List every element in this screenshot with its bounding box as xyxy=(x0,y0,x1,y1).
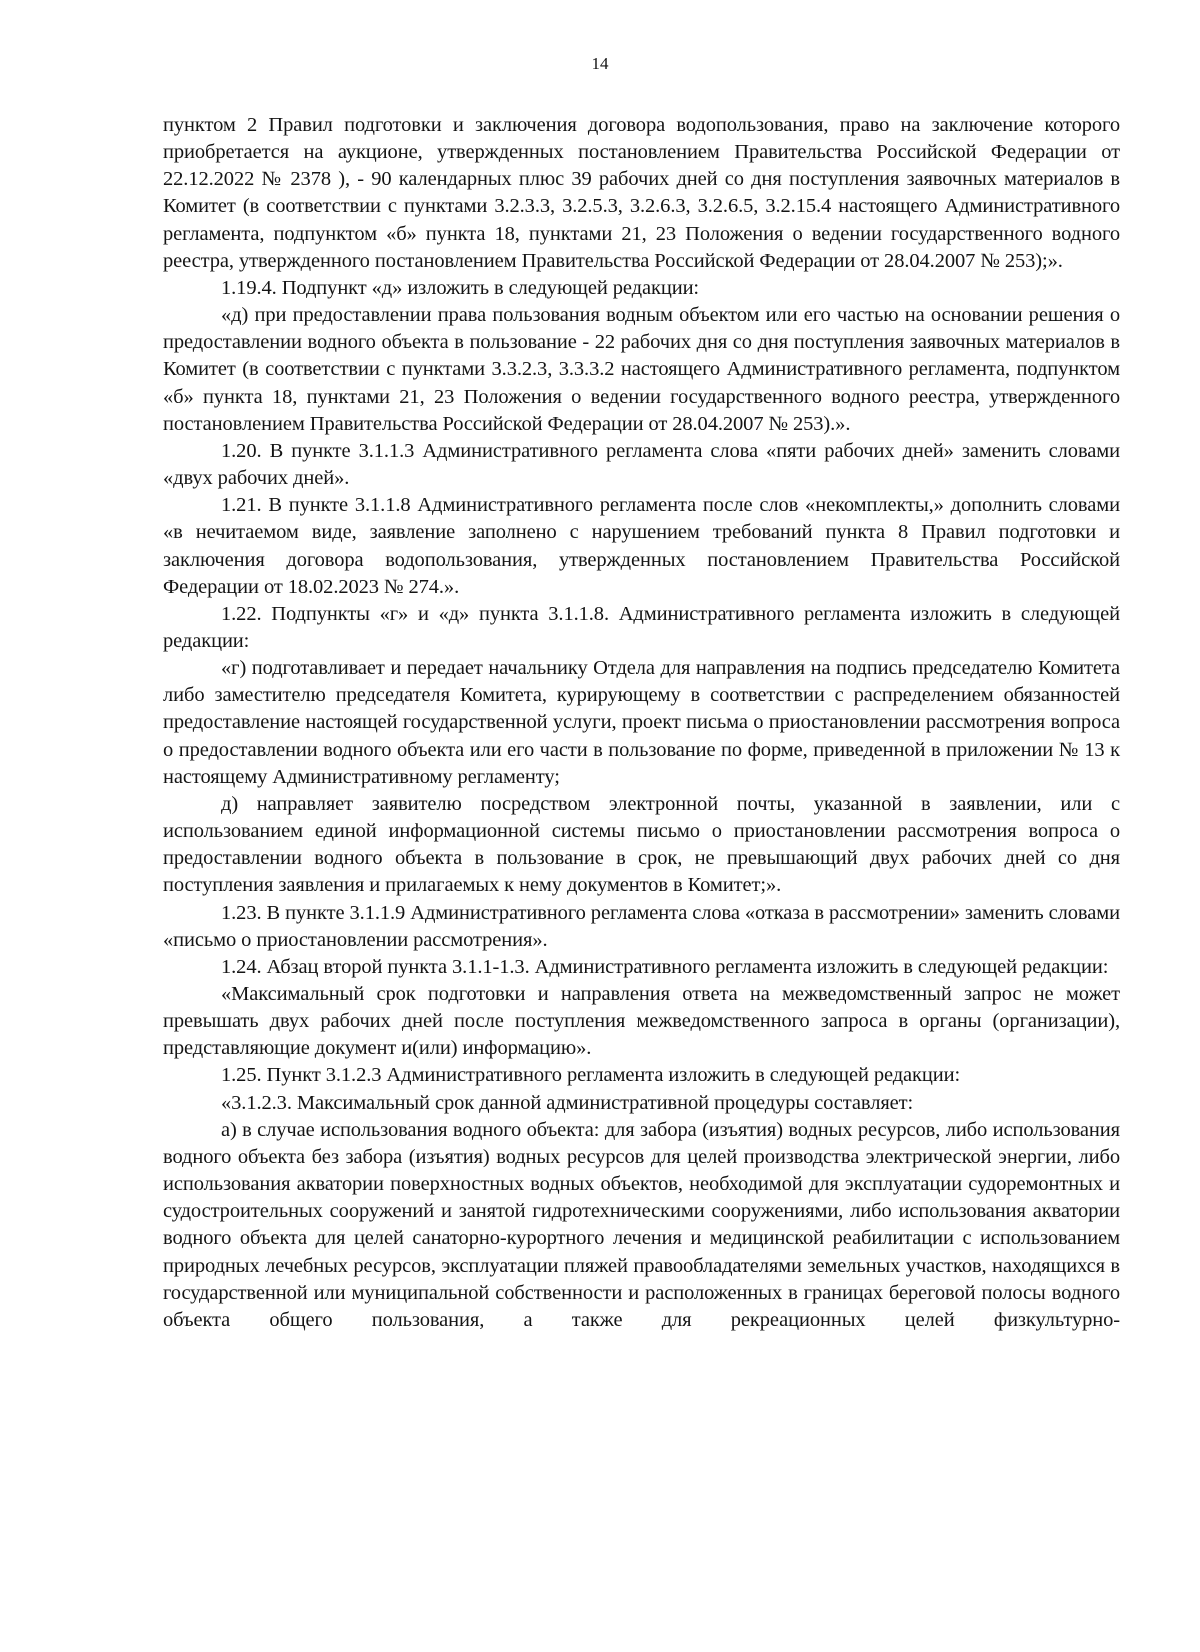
paragraph-3: «д) при предоставлении права пользования водным объектом или его частью на основании решения о предоставлении водного объекта в пользование - 22 рабочих дня со дня поступления заявочных материалов в Комитет (в соответствии с пунктами 3.3.2.3, 3.3.3.2 настоящего Административного регламента, подпунктом «б» пункта 18, пунктами 21, 23 Положения о ведении государственного водного реестра, утвержденного постановлением Правительства Российской Федерации от 28.04.2007 № 253).». xyxy=(163,304,1120,435)
paragraph-10: 1.24. Абзац второй пункта 3.1.1-1.3. Административного регламента изложить в следующей редакции: xyxy=(221,955,1109,978)
page-number: 14 xyxy=(591,54,609,73)
paragraph-5: 1.21. В пункте 3.1.1.8 Административного регламента после слов «некомплекты,» дополнить словами «в нечитаемом виде, заявление заполнено с нарушением требований пункта 8 Правил подготовки и заключения договора водопользования, утвержденных постановлением Правительства Российской Федерации от 18.02.2023 № 274.». xyxy=(163,494,1120,598)
document-body xyxy=(163,112,1120,1334)
paragraph-4: 1.20. В пункте 3.1.1.3 Административного регламента слова «пяти рабочих дней» заменить словами «двух рабочих дней». xyxy=(163,439,1120,490)
paragraph-7: «г) подготавливает и передает начальнику Отдела для направления на подпись председателю Комитета либо заместителю председателя Комитета, курирующему в соответствии с распределением обязанностей предоставление настоящей государственной услуги, проект письма о приостановлении рассмотрения вопроса о предоставлении водного объекта или его части в пользование по форме, приведенной в приложении № 13 к настоящему Административному регламенту; xyxy=(163,657,1120,788)
paragraph-1: пунктом 2 Правил подготовки и заключения договора водопользования, право на заключение которого приобретается на аукционе, утвержденных постановлением Правительства Российской Федерации от 22.12.2022 № 2378 ), - 90 календарных плюс 39 рабочих дней со дня поступления заявочных материалов в Комитет (в соответствии с пунктами 3.2.3.3, 3.2.5.3, 3.2.6.3, 3.2.6.5, 3.2.15.4 настоящего Административного регламента, подпунктом «б» пункта 18, пунктами 21, 23 Положения о ведении государственного водного реестра, утвержденного постановлением Правительства Российской Федерации от 28.04.2007 № 253);». xyxy=(163,114,1120,272)
paragraph-13: «3.1.2.3. Максимальный срок данной административной процедуры составляет: xyxy=(221,1091,914,1114)
paragraph-9: 1.23. В пункте 3.1.1.9 Административного регламента слова «отказа в рассмотрении» заменить словами «письмо о приостановлении рассмотрения». xyxy=(163,901,1120,951)
paragraph-6: 1.22. Подпункты «г» и «д» пункта 3.1.1.8. Административного регламента изложить в следующей редакции: xyxy=(163,602,1120,652)
paragraph-12: 1.25. Пункт 3.1.2.3 Административного регламента изложить в следующей редакции: xyxy=(221,1064,961,1087)
paragraph-11: «Максимальный срок подготовки и направления ответа на межведомственный запрос не может превышать двух рабочих дней после поступления межведомственного запроса в органы (организации), представляющие документ и(или) информацию». xyxy=(163,983,1120,1060)
paragraph-2: 1.19.4. Подпункт «д» изложить в следующей редакции: xyxy=(221,276,700,299)
paragraph-14: а) в случае использования водного объекта: для забора (изъятия) водных ресурсов, либо использования водного объекта без забора (изъятия) водных ресурсов для целей производства электрической энергии, либо использования акватории поверхностных водных объектов, необходимой для эксплуатации судоремонтных и судостроительных сооружений и занятой гидротехническими сооружениями, либо использования акватории водного объекта для целей санаторно-курортного лечения и медицинской реабилитации с использованием природных лечебных ресурсов, эксплуатации пляжей правообладателями земельных участков, находящихся в государственной или муниципальной собственности и расположенных в границах береговой полосы водного объекта общего пользования, а также для рекреационных целей физкультурно- xyxy=(163,1118,1120,1331)
paragraph-8: д) направляет заявителю посредством электронной почты, указанной в заявлении, или с использованием единой информационной системы письмо о приостановлении рассмотрения вопроса о предоставлении водного объекта в пользование в срок, не превышающий двух рабочих дней со дня поступления заявления и прилагаемых к нему документов в Комитет;». xyxy=(163,792,1120,897)
